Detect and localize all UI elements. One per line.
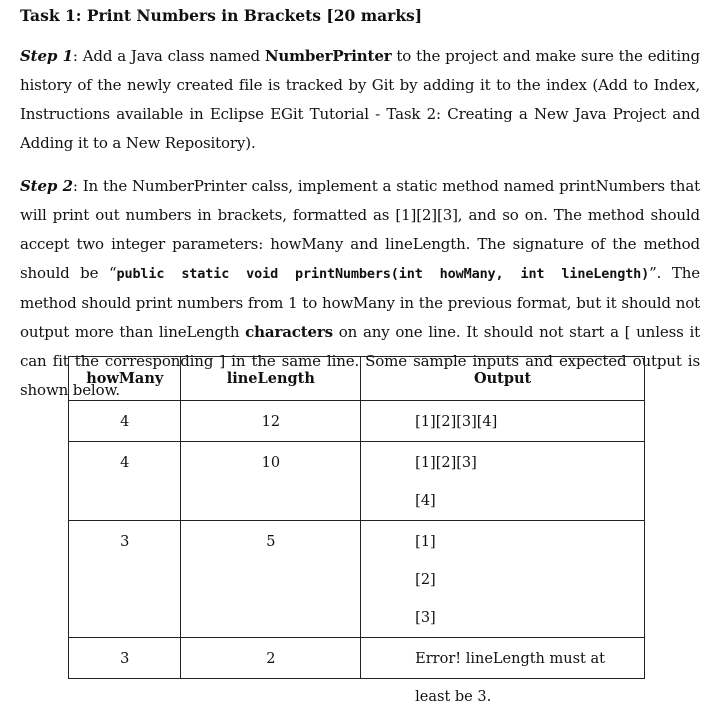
step2-text-a: : In the NumberPrinter calss, implement a static method named printNumbers that will print out numbers in brackets, formatted as [1][2][3], and so on. The method should accept two integer parameters: howMany and lineLength. The signature of the method should be “: [20, 177, 700, 282]
step1-text-a: : Add a Java class named: [72, 47, 265, 65]
cell-output-line: [1][2][3][4]: [415, 414, 498, 430]
cell-howmany: 4: [120, 414, 130, 430]
cell-linelength: 10: [261, 455, 281, 471]
step2-label: Step 2: [20, 177, 73, 195]
step1-text-b: to the project and make sure the editing history of the newly created file is tracked by Git by adding it to the index (Add to Index, Instructions available in Eclipse EGit Tutorial - Task 2: Creating a New Java Project and Adding it to a New Repository).: [20, 47, 701, 152]
cell-howmany: 4: [120, 455, 130, 471]
sample-io-table: [68, 356, 645, 705]
step2-text-c: on any one line. It should not start a [ unless it can fit the corresponding ] in the same line. Some sample inputs and expected output is shown below.: [20, 323, 700, 399]
cell-output-line: [2]: [415, 572, 436, 588]
cell-howmany: 3: [120, 651, 130, 667]
cell-howmany: 3: [120, 534, 130, 550]
header-linelength: lineLength: [181, 357, 361, 401]
cell-linelength: 5: [266, 534, 276, 550]
table-row: [69, 442, 645, 521]
step2-bold-word: characters: [245, 323, 333, 341]
table-row: [69, 521, 645, 638]
cell-linelength: 2: [266, 651, 276, 667]
header-howmany: howMany: [69, 357, 181, 401]
cell-output-line: [1]: [415, 534, 436, 550]
step2-text-b: ”. The method should print numbers from 1 to howMany in the previous format, but it should not output more than lineLength: [20, 264, 700, 341]
header-output: Output: [361, 357, 645, 401]
step1-paragraph: [20, 42, 700, 158]
cell-output-line: [4]: [415, 493, 436, 509]
cell-output-line: Error! lineLength must at least be 3.: [415, 651, 605, 705]
table-row: [69, 638, 645, 679]
task-title: Task 1: Print Numbers in Brackets [20 marks]: [20, 6, 423, 25]
table-row: [69, 401, 645, 442]
step1-class-name: NumberPrinter: [264, 47, 392, 65]
cell-output-line: [1][2][3]: [415, 455, 477, 471]
step1-label: Step 1: [20, 47, 73, 65]
cell-output-line: [3]: [415, 610, 436, 626]
cell-linelength: 12: [261, 414, 281, 430]
method-signature: public static void printNumbers(int howMany, int lineLength): [116, 266, 650, 282]
table-header-row: [69, 357, 645, 401]
